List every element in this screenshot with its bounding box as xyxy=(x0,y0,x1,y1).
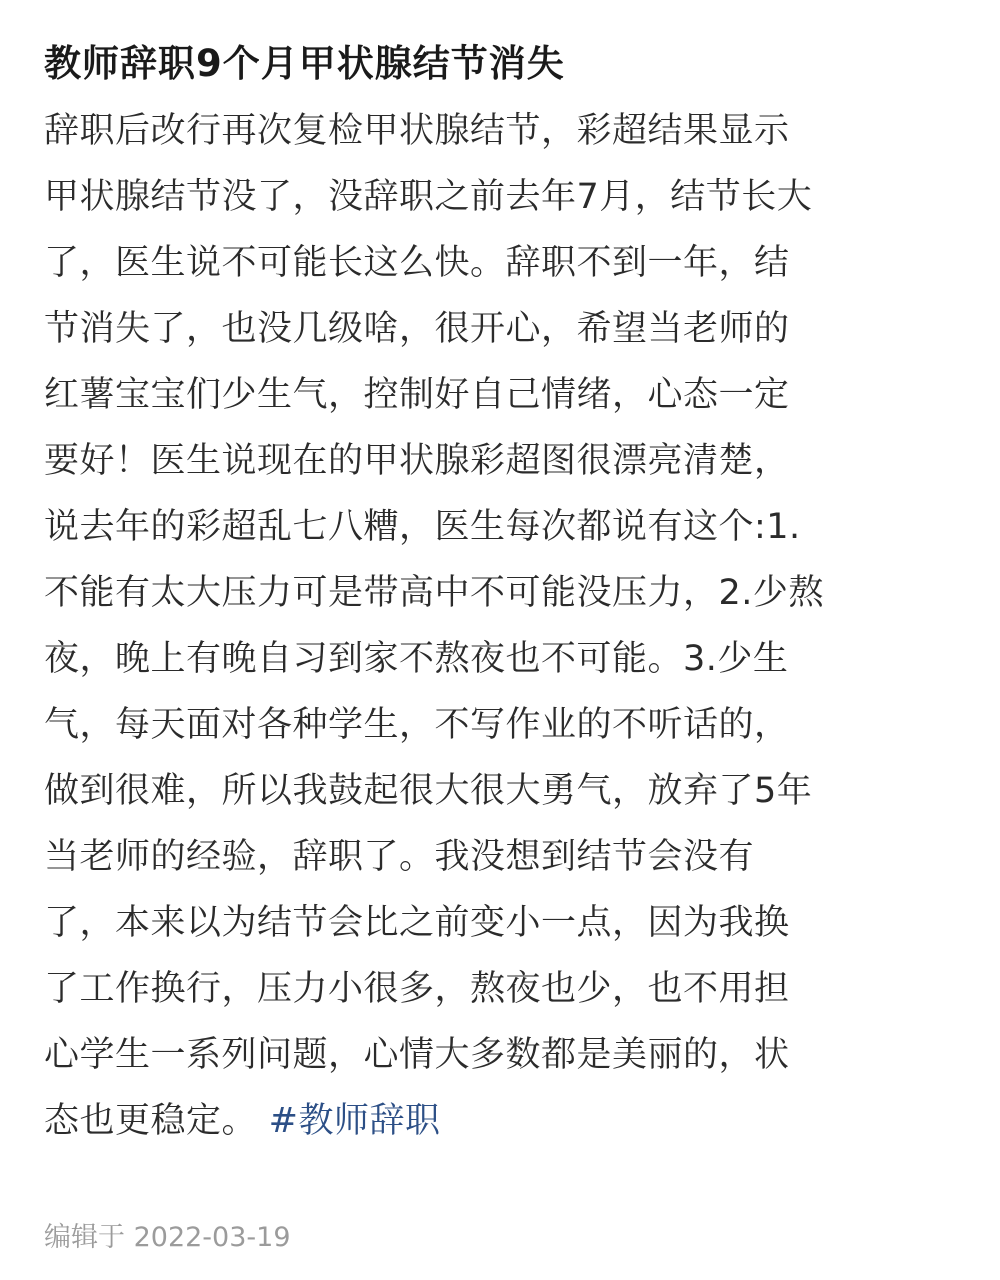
body-line-last xyxy=(44,1088,960,1154)
body-line: 红薯宝宝们少生气，控制好自己情绪，心态一定 xyxy=(44,375,790,415)
body-line: 了工作换行，压力小很多，熬夜也少，也不用担 xyxy=(44,969,790,1009)
body-line: 辞职后改行再次复检甲状腺结节，彩超结果显示 xyxy=(44,111,790,151)
post-title: 教师辞职9个月甲状腺结节消失 xyxy=(44,42,565,85)
body-line: 了，医生说不可能长这么快。辞职不到一年，结 xyxy=(44,243,790,283)
body-line: 了，本来以为结节会比之前变小一点，因为我换 xyxy=(44,903,790,943)
hashtag-link[interactable]: #教师辞职 xyxy=(268,1101,441,1141)
body-line: 节消失了，也没几级啥，很开心，希望当老师的 xyxy=(44,309,790,349)
edited-date: 编辑于 2022-03-19 xyxy=(44,1222,291,1253)
post-content xyxy=(44,34,960,1154)
body-line: 夜，晚上有晚自习到家不熬夜也不可能。3.少生 xyxy=(44,639,789,679)
post-body xyxy=(44,98,960,1154)
body-line: 气，每天面对各种学生，不写作业的不听话的， xyxy=(44,705,790,745)
body-line: 做到很难，所以我鼓起很大很大勇气，放弃了5年 xyxy=(44,771,813,811)
body-line: 不能有太大压力可是带高中不可能没压力，2.少熬 xyxy=(44,573,824,613)
body-line: 要好！医生说现在的甲状腺彩超图很漂亮清楚， xyxy=(44,441,790,481)
body-line: 说去年的彩超乱七八糟，医生每次都说有这个:1. xyxy=(44,507,801,547)
body-line: 甲状腺结节没了，没辞职之前去年7月，结节长大 xyxy=(44,177,813,217)
body-last-text: 态也更稳定。 xyxy=(44,1101,269,1141)
body-line: 心学生一系列问题，心情大多数都是美丽的，状 xyxy=(44,1035,790,1075)
body-line: 当老师的经验，辞职了。我没想到结节会没有 xyxy=(44,837,755,877)
